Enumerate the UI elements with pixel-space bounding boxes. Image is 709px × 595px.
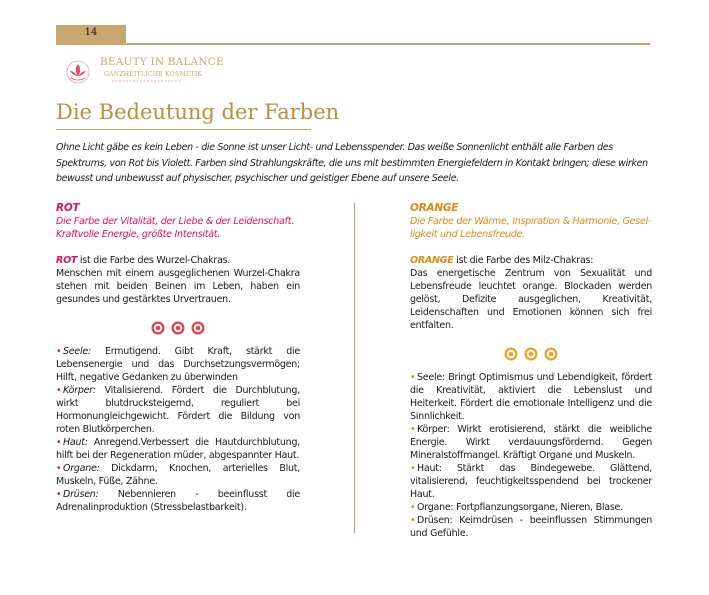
orange-subline-1: Die Farbe der Wärme, Inspiration & Harmonie, Gesel- xyxy=(410,216,652,227)
rot-item-seele: • Seele: Ermutigend. Gibt Kraft, stärkt die Lebensenergie und das Durchsetzungsvermögen; Hilft, negative Gedanken zu überwinden xyxy=(56,346,300,383)
orange-item-druesen: • Drüsen: Keimdrüsen - beeinflussen Stimmungen und Gefühle. xyxy=(410,515,652,539)
orange-lead: ORANGE xyxy=(410,255,454,266)
chakra-ornament-icon xyxy=(171,321,185,335)
orange-heading: ORANGE xyxy=(410,202,459,214)
tagline-dots-icon xyxy=(112,79,182,83)
page-title: Die Bedeutung der Farben xyxy=(56,100,340,124)
rot-item-druesen: • Drüsen: Nebennieren - beeinflusst die Adrenalinproduktion (Stressbelastbarkeit). xyxy=(56,489,300,513)
rot-heading: ROT xyxy=(56,202,80,214)
rot-subline-2: Kraftvolle Energie, größte Intensität. xyxy=(56,229,221,240)
orange-item-koerper: • Körper: Wirkt erotisierend, stärkt die weibliche Energie. Wirkt verdauungsfördernd. Gegen Mineralstoffmangel. Kräftigt Organe und Muskeln. xyxy=(410,424,652,461)
orange-ornaments xyxy=(410,347,652,361)
chakra-ornament-icon xyxy=(191,321,205,335)
chakra-ornament-icon xyxy=(504,347,518,361)
orange-paragraph xyxy=(410,254,652,332)
logo-title: BEAUTY IN BALANCE xyxy=(100,56,224,68)
rot-lead-rest: ist die Farbe des Wurzel-Chakras. xyxy=(77,255,231,266)
rot-item-organe: • Organe: Dickdarm, Knochen, arterielles Blut, Muskeln, Füße, Zähne. xyxy=(56,463,300,487)
column-rot xyxy=(56,202,300,514)
title-rule xyxy=(56,129,311,130)
rot-paragraph xyxy=(56,254,300,306)
orange-lead-rest: ist die Farbe des Milz-Chakras: xyxy=(453,255,594,266)
rot-item-koerper: • Körper: Vitalisierend. Fördert die Durchblutung, wirkt blutdrucksteigernd, reguliert bei Hormonungleichgewicht. Fördert die Bildung von roten Blutkörperchen. xyxy=(56,385,300,435)
rot-ornaments xyxy=(56,321,300,335)
rot-item-haut: • Haut: Anregend.Verbessert die Hautdurchblutung, hilft bei der Regeneration müder, abgespannter Haut. xyxy=(56,437,300,461)
orange-item-seele: • Seele: Bringt Optimismus und Lebendigkeit, fördert die Kreativität, aktiviert die Lebenslust und Heiterkeit. Fördert die emotionale Intelligenz und die Sinnlichkeit. xyxy=(410,372,652,422)
orange-subline-2: ligkeit und Lebensfreude. xyxy=(410,229,525,240)
intro-paragraph: Ohne Licht gäbe es kein Leben - die Sonne ist unser Licht- und Lebensspender. Das weiße Sonnenlicht enthält alle Farben des Spektrums, von Rot bis Violett. Farben sind Strahlungskräfte, die uns mit bestimmten Energiefeldern in Kontakt bringen; diese wirken bewusst und unbewusst auf physischer, psychischer und geistiger Ebene auf unsere Seele. xyxy=(56,142,648,184)
logo-subtitle: GANZHEITLICHE KOSMETIK xyxy=(104,71,203,78)
column-orange xyxy=(410,202,652,540)
header-rule xyxy=(56,43,650,45)
chakra-ornament-icon xyxy=(524,347,538,361)
lotus-logo-icon xyxy=(60,59,96,87)
orange-item-organe: • Organe: Fortpflanzungsorgane, Nieren, Blase. xyxy=(410,502,623,513)
orange-body: Das energetische Zentrum von Sexualität und Lebensfreude leuchtet orange. Blockaden werden gelöst, Defizite ausgeglichen, Kreativität, Leidenschaften und Emotionen können sich frei entfalten. xyxy=(410,268,652,331)
rot-body: Menschen mit einem ausgeglichenen Wurzel-Chakra stehen mit beiden Beinen im Leben, haben ein gesundes und gestärktes Urvertrauen. xyxy=(56,268,300,305)
chakra-ornament-icon xyxy=(151,321,165,335)
page-number: 14 xyxy=(84,27,98,38)
rot-lead: ROT xyxy=(56,255,78,266)
rot-subline-1: Die Farbe der Vitalität, der Liebe & der Leidenschaft. xyxy=(56,216,294,227)
orange-item-haut: • Haut: Stärkt das Bindegewebe. Glättend, vitalisierend, feuchtigkeitsspendend bei trockener Haut. xyxy=(410,463,652,500)
column-divider xyxy=(354,203,355,533)
chakra-ornament-icon xyxy=(544,347,558,361)
logo-tagline-decoration xyxy=(112,79,182,85)
